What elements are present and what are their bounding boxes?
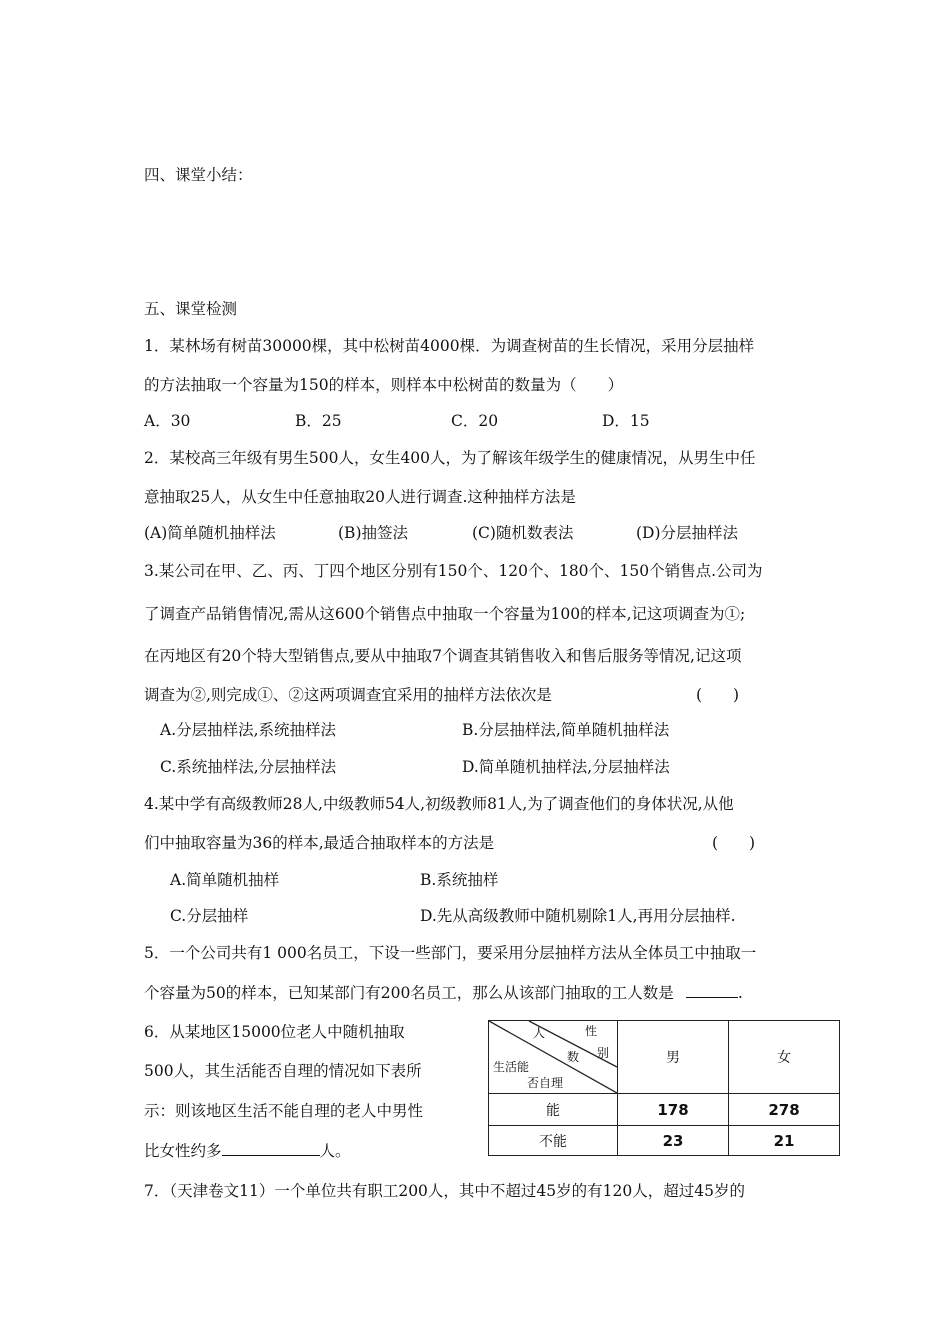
question-7-line-1: 7．（天津卷文11）一个单位共有职工200人，其中不超过45岁的有120人，超过45岁的: [144, 1182, 745, 1200]
table-corner-cell: [489, 1021, 618, 1094]
question-1-option-a: A．30: [144, 412, 191, 430]
corner-label-ren: 人: [533, 1026, 546, 1040]
question-4-option-c: C.分层抽样: [170, 907, 249, 925]
corner-label-life: 生活能: [493, 1060, 530, 1074]
question-2-option-a: (A)简单随机抽样法: [144, 524, 276, 542]
question-2-option-b: (B)抽签法: [338, 524, 408, 542]
corner-label-shu: 数: [567, 1050, 580, 1064]
question-2-option-d: (D)分层抽样法: [636, 524, 739, 542]
question-1-option-d: D．15: [602, 412, 650, 430]
question-3-answer-paren: ( ): [696, 686, 740, 704]
section5-title: 五、课堂检测: [144, 300, 238, 318]
corner-label-self-care: 否自理: [527, 1076, 564, 1090]
question-6-line-4-text: 比女性约多: [144, 1142, 222, 1160]
question-1-line-2: 的方法抽取一个容量为150的样本，则样本中松树苗的数量为（ ）: [144, 376, 624, 394]
question-6-line-1: 6．从某地区15000位老人中随机抽取: [144, 1023, 405, 1041]
question-5-line-2-text: 个容量为50的样本，已知某部门有200名员工，那么从该部门抽取的工人数是: [144, 984, 674, 1002]
question-4-option-b: B.系统抽样: [420, 871, 499, 889]
question-6-line-4: [144, 1141, 351, 1161]
corner-label-bie: 别: [597, 1046, 610, 1060]
question-4-line-1: 4.某中学有高级教师28人,中级教师54人,初级教师81人,为了调查他们的身体状况,从他: [144, 795, 734, 813]
question-3-option-b: B.分层抽样法,简单随机抽样法: [462, 721, 670, 739]
survey-table: [488, 1020, 840, 1156]
table-header-male: 男: [618, 1021, 729, 1094]
question-2-line-1: 2．某校高三年级有男生500人，女生400人，为了解该年级学生的健康情况，从男生中任: [144, 449, 756, 467]
question-1-option-b: B．25: [295, 412, 342, 430]
cell-female: 278: [729, 1094, 840, 1126]
question-4-option-a: A.简单随机抽样: [170, 871, 280, 889]
cell-male: 23: [618, 1126, 729, 1156]
row-label: 能: [489, 1094, 618, 1126]
question-5-answer-blank: [686, 983, 738, 998]
cell-male: 178: [618, 1094, 729, 1126]
question-3-line-1: 3.某公司在甲、乙、丙、丁四个地区分别有150个、120个、180个、150个销售点.公司为: [144, 562, 763, 580]
question-5-end: .: [737, 984, 743, 1002]
cell-female: 21: [729, 1126, 840, 1156]
question-6-line-3: 示：则该地区生活不能自理的老人中男性: [144, 1102, 424, 1120]
question-6-line-2: 500人，其生活能否自理的情况如下表所: [144, 1062, 422, 1080]
question-5-line-2: [144, 983, 743, 1003]
question-2-option-c: (C)随机数表法: [472, 524, 574, 542]
question-3-option-c: C.系统抽样法,分层抽样法: [160, 758, 337, 776]
question-3-line-4: 调查为②,则完成①、②这两项调查宜采用的抽样方法依次是: [144, 686, 552, 704]
question-6-answer-blank: [222, 1141, 320, 1156]
question-3-line-3: 在丙地区有20个特大型销售点,要从中抽取7个调查其销售收入和售后服务等情况,记这项: [144, 647, 742, 665]
question-1-line-1: 1．某林场有树苗30000棵，其中松树苗4000棵．为调查树苗的生长情况，采用分层抽样: [144, 337, 755, 355]
question-4-answer-paren: ( ): [712, 834, 756, 852]
question-3-option-d: D.简单随机抽样法,分层抽样法: [462, 758, 670, 776]
table-row: [489, 1094, 840, 1126]
question-3-line-2: 了调查产品销售情况,需从这600个销售点中抽取一个容量为100的样本,记这项调查为①;: [144, 605, 746, 623]
question-6-line-4-end: 人。: [319, 1142, 351, 1160]
corner-label-xing: 性: [585, 1024, 598, 1038]
question-4-option-d: D.先从高级教师中随机剔除1人,再用分层抽样.: [420, 907, 736, 925]
question-3-option-a: A.分层抽样法,系统抽样法: [160, 721, 337, 739]
table-header-female: 女: [729, 1021, 840, 1094]
question-1-option-c: C．20: [451, 412, 499, 430]
question-5-line-1: 5．一个公司共有1 000名员工，下设一些部门，要采用分层抽样方法从全体员工中抽取一: [144, 944, 757, 962]
section4-title: 四、课堂小结：: [144, 166, 253, 184]
row-label: 不能: [489, 1126, 618, 1156]
question-4-line-2: 们中抽取容量为36的样本,最适合抽取样本的方法是: [144, 834, 495, 852]
table-row: [489, 1126, 840, 1156]
question-2-line-2: 意抽取25人，从女生中任意抽取20人进行调查.这种抽样方法是: [144, 488, 576, 506]
